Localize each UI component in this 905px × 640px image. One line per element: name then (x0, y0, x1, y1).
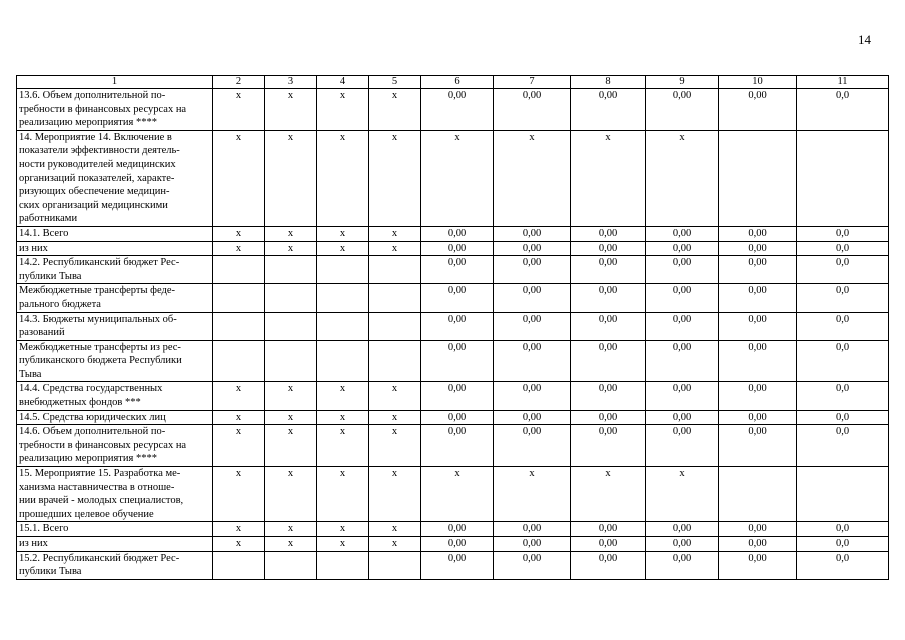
table-cell (265, 256, 317, 284)
row-label: 13.6. Объем дополнительной по- требности в финансовых ресурсах на реализацию мероприятия **** (17, 89, 213, 131)
table-cell: 0,00 (571, 537, 646, 552)
table-cell: х (317, 226, 369, 241)
table-cell: х (265, 89, 317, 131)
table-cell: 0,00 (494, 284, 571, 312)
table-row (17, 340, 889, 382)
table-cell: 0,00 (421, 410, 494, 425)
table-cell: х (421, 130, 494, 226)
table-cell: 0,00 (494, 256, 571, 284)
table-cell: 0,00 (719, 256, 797, 284)
table-cell (317, 284, 369, 312)
table-cell: х (317, 537, 369, 552)
table-body (17, 89, 889, 580)
table-cell: 0,0 (797, 537, 889, 552)
table-cell: 0,00 (421, 312, 494, 340)
row-label: 14. Мероприятие 14. Включение в показатели эффективности деятель- ности руководителей медицинских организаций показателей, характе- ризующих обеспечение медицин- ских организаций медицинскими работниками (17, 130, 213, 226)
table-cell (719, 130, 797, 226)
table-cell (797, 467, 889, 522)
budget-table (16, 75, 889, 580)
table-cell: 0,00 (421, 537, 494, 552)
table-cell: 0,00 (646, 340, 719, 382)
table-cell (213, 340, 265, 382)
row-label: 14.3. Бюджеты муниципальных об- разований (17, 312, 213, 340)
table-cell: 0,0 (797, 89, 889, 131)
table-cell: х (265, 226, 317, 241)
table-cell: х (213, 537, 265, 552)
table-cell: 0,00 (646, 522, 719, 537)
table-cell: 0,00 (646, 284, 719, 312)
table-row (17, 522, 889, 537)
table-cell (213, 312, 265, 340)
table-row (17, 89, 889, 131)
table-cell: 0,0 (797, 226, 889, 241)
table-cell (369, 256, 421, 284)
table-cell: 0,00 (571, 410, 646, 425)
table-cell (265, 551, 317, 579)
table-cell: х (317, 410, 369, 425)
table-cell (369, 340, 421, 382)
table-cell: 0,0 (797, 256, 889, 284)
table-cell: х (213, 226, 265, 241)
table-cell: х (317, 241, 369, 256)
table-cell: 0,00 (571, 284, 646, 312)
table-cell: 0,0 (797, 410, 889, 425)
table-cell: х (646, 467, 719, 522)
column-header: 3 (265, 76, 317, 89)
table-cell (317, 256, 369, 284)
table-cell: 0,00 (494, 89, 571, 131)
table-cell: 0,00 (571, 425, 646, 467)
table-cell: х (369, 425, 421, 467)
column-header: 2 (213, 76, 265, 89)
row-label: 15.1. Всего (17, 522, 213, 537)
page-number: 14 (858, 32, 871, 47)
table-cell: х (571, 130, 646, 226)
table-row (17, 537, 889, 552)
table-cell: х (213, 130, 265, 226)
column-header: 6 (421, 76, 494, 89)
table-row (17, 551, 889, 579)
table-cell (369, 551, 421, 579)
table-cell: х (213, 425, 265, 467)
table-cell: х (317, 467, 369, 522)
table-cell: 0,00 (646, 89, 719, 131)
table-cell: 0,00 (719, 226, 797, 241)
column-header: 5 (369, 76, 421, 89)
table-cell (265, 284, 317, 312)
table-cell: х (265, 382, 317, 410)
table-cell: 0,00 (571, 256, 646, 284)
table-cell: 0,00 (719, 89, 797, 131)
table-cell: 0,0 (797, 340, 889, 382)
table-cell (265, 312, 317, 340)
table-row (17, 226, 889, 241)
table-cell: 0,00 (421, 256, 494, 284)
table-cell (317, 551, 369, 579)
table-row (17, 467, 889, 522)
table-cell: 0,00 (571, 312, 646, 340)
table-cell: 0,00 (719, 340, 797, 382)
column-header: 7 (494, 76, 571, 89)
table-cell: х (265, 522, 317, 537)
table-cell: х (213, 467, 265, 522)
table-cell: 0,00 (421, 522, 494, 537)
table-cell: 0,00 (494, 241, 571, 256)
row-label: из них (17, 241, 213, 256)
table-cell: 0,00 (494, 382, 571, 410)
table-cell: х (213, 522, 265, 537)
table-cell: 0,00 (494, 551, 571, 579)
table-cell: х (369, 522, 421, 537)
table-cell: х (265, 130, 317, 226)
table-cell: 0,00 (494, 340, 571, 382)
table-row (17, 382, 889, 410)
table-cell: 0,00 (719, 382, 797, 410)
table-cell: х (265, 241, 317, 256)
table-cell: 0,00 (646, 226, 719, 241)
table-cell: 0,00 (719, 410, 797, 425)
table-cell: 0,0 (797, 312, 889, 340)
table-cell (369, 284, 421, 312)
table-cell: х (317, 425, 369, 467)
table-cell: 0,00 (421, 340, 494, 382)
table-cell: 0,00 (719, 284, 797, 312)
table-row (17, 284, 889, 312)
header-row (17, 76, 889, 89)
table-cell (213, 551, 265, 579)
table-cell: 0,0 (797, 551, 889, 579)
table-cell: х (369, 537, 421, 552)
table-cell: х (369, 130, 421, 226)
table-cell: х (494, 467, 571, 522)
table-cell: х (369, 241, 421, 256)
table-cell: 0,00 (421, 551, 494, 579)
row-label: из них (17, 537, 213, 552)
table-cell: 0,0 (797, 241, 889, 256)
row-label: Межбюджетные трансферты из рес- публиканского бюджета Республики Тыва (17, 340, 213, 382)
table-cell: х (265, 425, 317, 467)
table-cell: х (421, 467, 494, 522)
table-cell: х (317, 382, 369, 410)
table-cell: 0,00 (719, 312, 797, 340)
table-cell: 0,00 (646, 425, 719, 467)
table-cell: 0,00 (719, 537, 797, 552)
row-label: 14.4. Средства государственных внебюджетных фондов *** (17, 382, 213, 410)
table-cell: х (369, 467, 421, 522)
column-header: 1 (17, 76, 213, 89)
table-row (17, 410, 889, 425)
table-cell: 0,00 (571, 241, 646, 256)
table-cell: х (571, 467, 646, 522)
table-cell: х (213, 382, 265, 410)
table-cell: 0,00 (571, 340, 646, 382)
table-row (17, 312, 889, 340)
table-cell: х (317, 130, 369, 226)
table-cell: 0,00 (421, 382, 494, 410)
table-cell: 0,00 (494, 522, 571, 537)
table-cell: х (369, 410, 421, 425)
row-label: 14.2. Республиканский бюджет Рес- публики Тыва (17, 256, 213, 284)
column-header: 9 (646, 76, 719, 89)
row-label: 15.2. Республиканский бюджет Рес- публики Тыва (17, 551, 213, 579)
table-cell: 0,00 (719, 522, 797, 537)
table-cell: х (369, 226, 421, 241)
table-cell: 0,00 (719, 425, 797, 467)
table-cell: 0,00 (571, 551, 646, 579)
table-cell: х (646, 130, 719, 226)
table-cell: 0,00 (719, 551, 797, 579)
table-cell: 0,0 (797, 425, 889, 467)
table-cell (369, 312, 421, 340)
row-label: 14.6. Объем дополнительной по- требности в финансовых ресурсах на реализацию мероприятия **** (17, 425, 213, 467)
row-label: 15. Мероприятие 15. Разработка ме- ханизма наставничества в отноше- нии врачей - молодых специалистов, прошедших целевое обучение (17, 467, 213, 522)
table-cell: 0,00 (571, 89, 646, 131)
table-cell: 0,00 (421, 425, 494, 467)
table-cell: 0,00 (646, 551, 719, 579)
table-cell: 0,00 (421, 241, 494, 256)
table-cell: 0,00 (646, 256, 719, 284)
table-cell: 0,00 (494, 312, 571, 340)
table-row (17, 256, 889, 284)
row-label: 14.5. Средства юридических лиц (17, 410, 213, 425)
row-label: Межбюджетные трансферты феде- рального бюджета (17, 284, 213, 312)
table-cell: 0,00 (421, 89, 494, 131)
table-cell (265, 340, 317, 382)
table-cell: 0,0 (797, 522, 889, 537)
table-cell (797, 130, 889, 226)
table-cell: 0,00 (421, 226, 494, 241)
table-cell (213, 256, 265, 284)
table-cell (317, 312, 369, 340)
table-cell: х (213, 89, 265, 131)
table-cell: х (213, 241, 265, 256)
table-cell (719, 467, 797, 522)
table-cell: 0,0 (797, 382, 889, 410)
table-cell: х (317, 89, 369, 131)
table-cell: 0,00 (494, 425, 571, 467)
table-cell: 0,00 (719, 241, 797, 256)
table-header (17, 76, 889, 89)
table-cell: х (265, 467, 317, 522)
column-header: 8 (571, 76, 646, 89)
row-label: 14.1. Всего (17, 226, 213, 241)
table-cell: 0,00 (421, 284, 494, 312)
table-cell: х (265, 537, 317, 552)
table-cell: 0,00 (646, 537, 719, 552)
table-cell: х (369, 382, 421, 410)
table-cell (317, 340, 369, 382)
table-cell: х (494, 130, 571, 226)
table-cell: 0,00 (494, 226, 571, 241)
column-header: 10 (719, 76, 797, 89)
table-row (17, 425, 889, 467)
table-cell (213, 284, 265, 312)
table-cell: 0,00 (494, 410, 571, 425)
table-cell: 0,00 (494, 537, 571, 552)
table-cell: х (265, 410, 317, 425)
column-header: 11 (797, 76, 889, 89)
table-cell: 0,0 (797, 284, 889, 312)
table-cell: 0,00 (571, 226, 646, 241)
table-cell: 0,00 (646, 410, 719, 425)
table-cell: 0,00 (646, 382, 719, 410)
table-row (17, 130, 889, 226)
table-cell: х (369, 89, 421, 131)
table-cell: 0,00 (646, 312, 719, 340)
table-cell: 0,00 (571, 522, 646, 537)
table-cell: 0,00 (646, 241, 719, 256)
table-cell: 0,00 (571, 382, 646, 410)
table-cell: х (317, 522, 369, 537)
table-row (17, 241, 889, 256)
column-header: 4 (317, 76, 369, 89)
table-cell: х (213, 410, 265, 425)
